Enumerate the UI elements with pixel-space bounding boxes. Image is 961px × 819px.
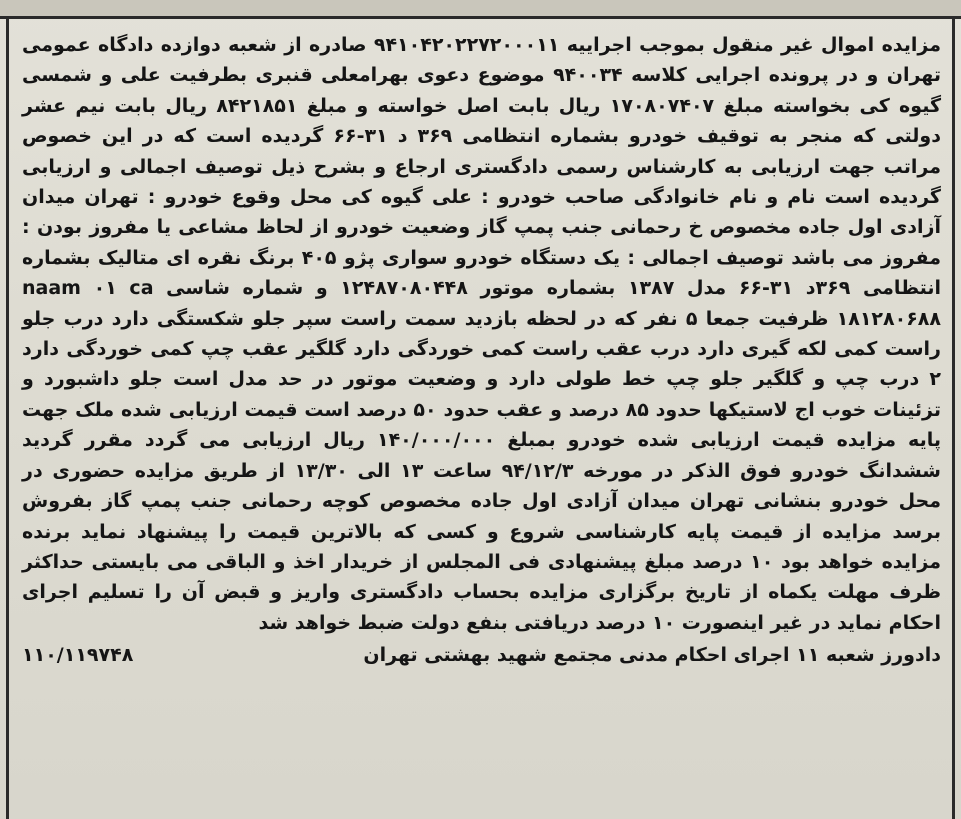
right-column-rule	[952, 16, 955, 819]
issuer-signature: دادورز شعبه ۱۱ اجرای احکام مدنی مجتمع شهید بهشتی تهران	[363, 644, 941, 667]
notice-body-text: مزایده اموال غیر منقول بموجب اجراییه ۹۴۱۰۴۲۰۲۲۷۲۰۰۰۱۱ صادره از شعبه دوازده دادگاه عمومی تهران و در پرونده اجرایی کلاسه ۹۴۰۰۳۴ موضوع دعوی بهرامعلی قنبری بطرفیت علی و شمسی گیوه کی بخواسته مبلغ ۱۷۰۸۰۷۴۰۷ ریال بابت اصل خواسته و مبلغ ۸۴۲۱۸۵۱ ریال بابت نیم عشر دولتی که منجر به توقیف خودرو بشماره انتظامی ۳۶۹ د ۳۱-۶۶ گردیده است که در این خصوص مراتب جهت ارزیابی به کارشناس رسمی دادگستری ارجاع و بشرح ذیل توصیف اجمالی و ارزیابی گردیده است نام و نام خانوادگی صاحب خودرو : علی گیوه کی محل وقوع خودرو : تهران میدان آزادی اول جاده مخصوص خ رحمانی جنب پمپ گاز وضعیت خودرو از لحاظ مشاعی یا مفروز بودن : مفروز می باشد توصیف اجمالی : یک دستگاه خودرو سواری پژو ۴۰۵ برنگ نقره ای متالیک بشماره انتظامی ۳۶۹د ۳۱-۶۶ مدل ۱۳۸۷ بشماره موتور ۱۲۴۸۷۰۸۰۴۴۸ و شماره شاسی naam ۰۱ ca ۱۸۱۲۸۰۶۸۸ ظرفیت جمعا ۵ نفر که در لحظه بازدید سمت راست سپر جلو شکستگی دارد درب جلو راست کمی لکه گیری دارد درب عقب راست کمی خوردگی دارد گلگیر عقب چپ کمی خوردگی دارد ۲ درب چپ و گلگیر جلو چپ خط طولی دارد و وضعیت موتور در حد مدل است جلو داشبورد و تزئینات خوب اج لاستیکها حدود ۸۵ درصد و عقب حدود ۵۰ درصد است قیمت ارزیابی شده ملک جهت پایه مزایده قیمت ارزیابی شده خودرو بمبلغ ۱۴۰/۰۰۰/۰۰۰ ریال ارزیابی می گردد مقرر گردید ششدانگ خودرو فوق الذکر در مورخه ۹۴/۱۲/۳ ساعت ۱۳ الی ۱۳/۳۰ از طریق مزایده حضوری در محل خودرو بنشانی تهران میدان آزادی اول جاده مخصوص کوچه رحمانی جنب پمپ گاز بفروش برسد مزایده از قیمت پایه کارشناسی شروع و کسی که بالاترین قیمت را پیشنهاد نماید برنده مزایده خواهد بود ۱۰ درصد مبلغ پیشنهادی فی المجلس از خریدار اخذ و الباقی می بایستی حداکثر ظرف مهلت یکماه از تاریخ برگزاری مزایده بحساب دادگستری واریز و قبض آن را تسلیم اجرای احکام نماید در غیر اینصورت ۱۰ درصد دریافتی بنفع دولت ضبط خواهد شد	[22, 34, 941, 634]
reference-number: ۱۱۰/۱۱۹۷۴۸	[22, 644, 134, 667]
left-column-rule	[6, 16, 9, 819]
top-border-strip	[0, 0, 961, 19]
auction-notice	[22, 30, 941, 671]
signature-line	[22, 640, 941, 670]
